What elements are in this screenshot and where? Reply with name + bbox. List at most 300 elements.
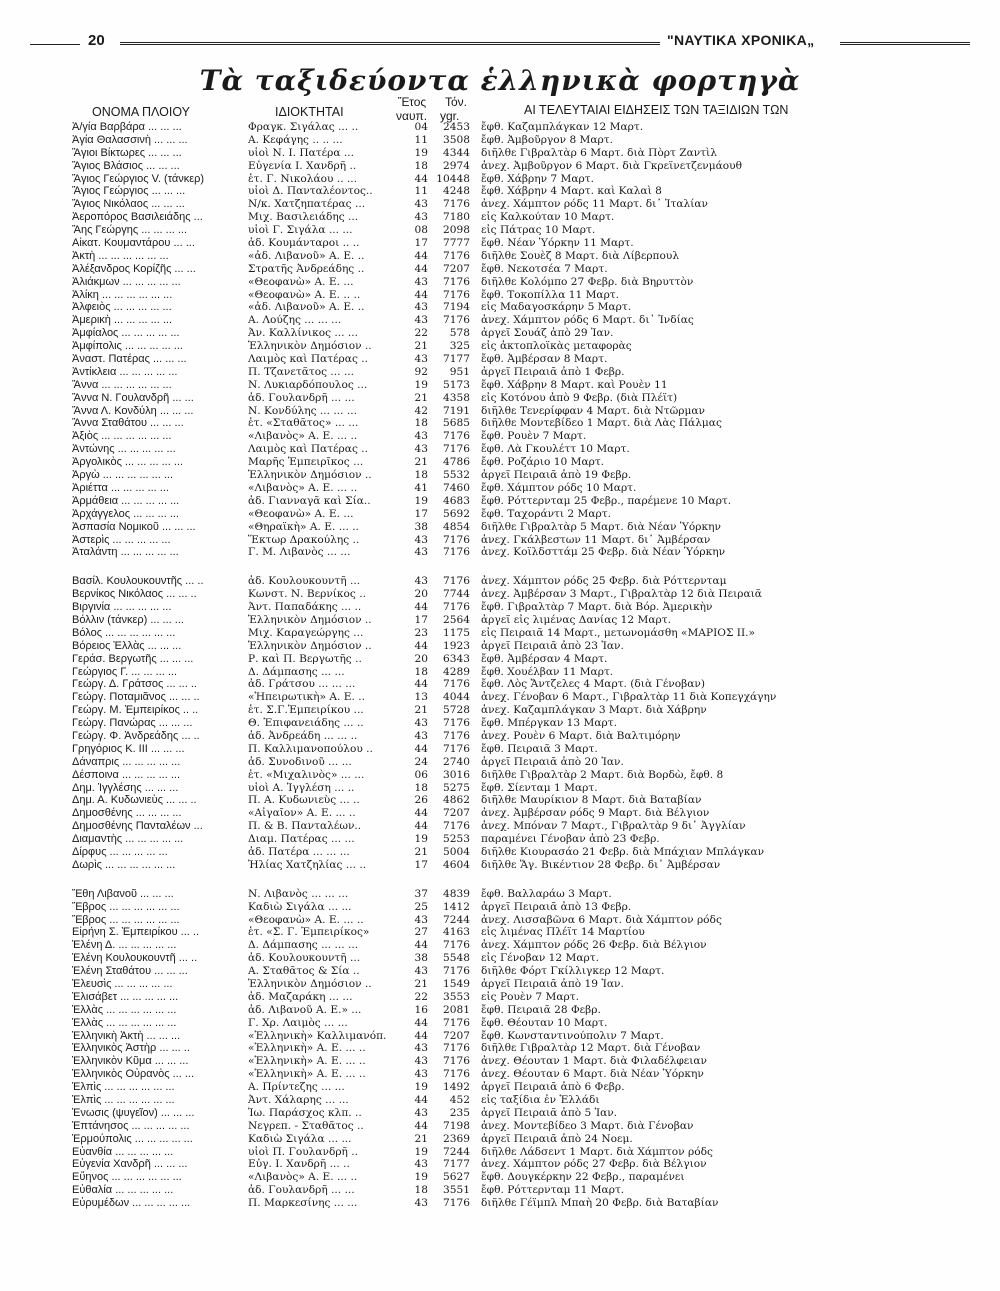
build-year: 43: [414, 314, 428, 327]
ship-row: [0, 1197, 1000, 1210]
ship-name: Ἀκτὴ ... ... ... ... ... ...: [72, 249, 169, 262]
voyage-news: ἀνεχ. Ἀμβοῦργον 6 Μαρτ. διὰ Γκρεϊνετζενμάουθ: [481, 159, 742, 172]
voyage-news: ἔφθ. Μπέργκαν 13 Μαρτ.: [481, 717, 617, 730]
ship-row: [0, 276, 1000, 289]
ship-owner: Π. Καλλιμανοπούλου ..: [248, 742, 373, 755]
voyage-news: ἀνεχ. Λισσαβῶνα 6 Μαρτ. διὰ Χάμπτον ρόδς: [481, 913, 722, 926]
ship-row: [0, 782, 1000, 795]
tonnage: 235: [449, 1106, 470, 1119]
ship-row: [0, 601, 1000, 614]
ship-row: [0, 1055, 1000, 1068]
ship-group: [0, 575, 1000, 871]
ship-name: Ἑλληνικὴ Ἀκτὴ ... ... ...: [72, 1029, 181, 1042]
voyage-news: ἀνεχ. Θέουταν 6 Μαρτ. διὰ Νέαν Ὑόρκην: [481, 1068, 704, 1081]
ship-row: [0, 224, 1000, 237]
ship-name: Ἐλευσὶς ... ... ... ... ...: [72, 978, 173, 990]
tonnage: 4289: [443, 665, 470, 678]
ship-row: [0, 833, 1000, 846]
build-year: 92: [414, 365, 428, 378]
ship-row: [0, 250, 1000, 263]
ship-row: [0, 926, 1000, 939]
ship-name: Ἀντίκλεια ... ... ... ... ...: [72, 365, 178, 378]
ship-row: [0, 717, 1000, 730]
voyage-news: ἀνεχ. Μπόναν 7 Μαρτ., Γιβραλτὰρ 9 δι᾽ Ἀγγλίαν: [481, 820, 746, 833]
ship-row: [0, 211, 1000, 224]
voyage-news: ἀνεχ. Ἀμβέρσαν 3 Μαρτ., Γιβραλτὰρ 12 διὰ Πειραιᾶ: [481, 588, 762, 601]
ship-name: Ἑλληνικὸν Κῦμα ... ... ...: [72, 1055, 189, 1068]
ship-owner: ἑτ. Γ. Νικολάου .. ...: [248, 172, 358, 185]
ship-name: Ἔβρος ... ... ... ... ... ...: [72, 900, 180, 913]
voyage-news: ἔφθ. Ρουὲν 7 Μαρτ.: [481, 430, 587, 443]
ship-name: Ἐπτάνησος ... ... ... ... ...: [72, 1119, 190, 1132]
tonnage: 7176: [443, 729, 470, 742]
build-year: 21: [414, 340, 428, 353]
build-year: 17: [414, 858, 428, 871]
ship-owner: Θ. Ἐπιφανειάδης ... ..: [248, 717, 364, 730]
ship-name: Ἀμφίπολις ... ... ... ... ...: [72, 340, 183, 353]
build-year: 43: [414, 275, 428, 288]
ship-name: Ἄννα Λ. Κονδύλη ... ... ...: [72, 404, 194, 417]
ship-owner: Λαιμὸς καὶ Πατέρας ..: [248, 353, 368, 366]
ship-row: [0, 379, 1000, 392]
ship-name: Ἑλλὰς ... ... ... ... ... ...: [72, 1016, 177, 1029]
build-year: 43: [414, 575, 428, 588]
voyage-news: διῆλθε Γέϊμπλ Μπαὴ 20 Φεβρ. διὰ Βαταβίαν: [481, 1197, 719, 1210]
tonnage: 4358: [443, 391, 470, 404]
ship-name: Ἑρμούπολις ... ... ... ... ...: [72, 1132, 193, 1145]
ship-owner: ἀδ. Συνοδινοῦ ... ...: [248, 755, 352, 768]
ship-row: [0, 1030, 1000, 1043]
ship-name: Εἰρήνη Σ. Ἐμπειρίκου ... ..: [72, 926, 200, 939]
tonnage: 7176: [443, 533, 470, 546]
voyage-news: ἔφθ. Χάβρην 7 Μαρτ.: [481, 172, 594, 185]
ship-owner: Α. Πρίντεζης ... ...: [248, 1081, 345, 1094]
ship-owner: «Θεοφανὼ» Α. Ε. .. ..: [248, 288, 361, 301]
column-header-owner: ΙΔΙΟΚΤΗΤΑΙ: [275, 105, 344, 119]
ship-owner: υἱοὶ Ν. Ι. Πατέρα ...: [248, 146, 355, 159]
build-year: 19: [414, 494, 428, 507]
ship-group: [0, 121, 1000, 559]
tonnage: 5548: [443, 952, 470, 965]
tonnage: 1412: [443, 900, 470, 913]
tonnage: 7177: [443, 1158, 470, 1171]
tonnage: 7176: [443, 443, 470, 456]
voyage-news: ἀργεῖ Πειραιᾶ ἀπὸ 19 Ἰαν.: [481, 978, 624, 990]
ship-owner: Α. Κεφάγης .. .. ...: [248, 133, 343, 146]
ship-name: Ἑλληνικὸς Ἀστὴρ ... ... ..: [72, 1042, 190, 1055]
ship-owner: «Θεοφανὼ» Α. Ε. ...: [248, 275, 354, 288]
voyage-news: ἔφθ. Χάβρην 4 Μαρτ. καὶ Καλαὶ 8: [481, 185, 662, 198]
ship-owner: Ν. Κονδύλης ... ... ...: [248, 404, 357, 417]
voyage-news: εἰς λιμένας Πλέϊτ 14 Μαρτίου: [481, 926, 645, 939]
ship-row: [0, 1107, 1000, 1120]
tonnage: 7176: [443, 1055, 470, 1068]
tonnage: 1923: [443, 639, 470, 652]
ship-row: [0, 495, 1000, 508]
ship-owner: υἱοὶ Α. Ἰγγλέση ... ..: [248, 781, 355, 794]
ship-owner: Π. & Β. Πανταλέων..: [248, 820, 362, 833]
build-year: 19: [414, 1145, 428, 1158]
tonnage: 7207: [443, 1029, 470, 1042]
ship-name: Ἅγιοι Βίκτωρες ... ... ...: [72, 146, 182, 159]
ship-owner: υἱοὶ Δ. Πανταλέοντος..: [248, 185, 373, 198]
voyage-news: ἀργεῖ Σουάζ ἀπὸ 29 Ἰαν.: [481, 327, 614, 340]
tonnage: 7176: [443, 965, 470, 978]
ship-row: [0, 392, 1000, 405]
voyage-news: διῆλθε Λάδσεντ 1 Μαρτ. διὰ Χάμπτον ρόδς: [481, 1145, 713, 1158]
ship-owner: Α. Λούζης ... ... ...: [248, 314, 342, 327]
build-year: 43: [414, 1197, 428, 1210]
ship-row: [0, 185, 1000, 198]
ship-row: [0, 991, 1000, 1004]
voyage-news: εἰς Πάτρας 10 Μαρτ.: [481, 224, 596, 237]
ship-owner: «Ἠπειρωτικὴ» Α. Ε. ..: [248, 691, 365, 704]
voyage-news: παραμένει Γένοβαν ἀπὸ 23 Φεβρ.: [481, 833, 660, 846]
voyage-news: διῆλθε Κολόμπο 27 Φεβρ. διὰ Βηρυττὸν: [481, 275, 694, 288]
ship-owner: ἀδ. Κουμάνταροι .. ..: [248, 237, 360, 250]
tonnage: 7207: [443, 807, 470, 820]
ship-name: Ἀργὼ ... ... ... ... ... ...: [72, 469, 174, 482]
build-year: 08: [414, 224, 428, 237]
tonnage: 5173: [443, 378, 470, 391]
build-year: 23: [414, 626, 428, 639]
ship-row: [0, 327, 1000, 340]
ship-row: [0, 1017, 1000, 1030]
ship-row: [0, 134, 1000, 147]
voyage-news: ἔφθ. Τοκοπίλλα 11 Μαρτ.: [481, 288, 620, 301]
ship-owner: «Θεοφανὼ» Α. Ε. ...: [248, 507, 354, 520]
tonnage: 7176: [443, 575, 470, 588]
tonnage: 5627: [443, 1171, 470, 1184]
voyage-news: ἀνεχ. Χάμπτον ρόδς 26 Φεβρ. διὰ Βέλγιον: [481, 939, 707, 952]
ship-name: Γεώργ. Πανώρας ... ... ...: [72, 717, 193, 730]
voyage-news: ἀργεῖ εἰς λιμένας Δανίας 12 Μαρτ.: [481, 613, 671, 626]
tonnage: 4683: [443, 494, 470, 507]
tonnage: 7176: [443, 601, 470, 614]
build-year: 44: [414, 1119, 428, 1132]
tonnage: 7198: [443, 1119, 470, 1132]
build-year: 44: [414, 639, 428, 652]
build-year: 43: [414, 443, 428, 456]
ship-owner: υἱοὶ Π. Γουλανδρῆ ..: [248, 1145, 358, 1158]
build-year: 43: [414, 717, 428, 730]
voyage-news: ἀνεχ. Χάμπτον ρόδς 6 Μαρτ. δι᾽ Ἰνδίας: [481, 314, 694, 327]
ship-row: [0, 1120, 1000, 1133]
voyage-news: ἀνεχ. Χάμπτον ρόδς 27 Φεβρ. διὰ Βέλγιον: [481, 1158, 707, 1171]
ship-owner: Ἀντ. Παπαδάκης ... ..: [248, 601, 362, 614]
build-year: 44: [414, 249, 428, 262]
voyage-news: ἀνεχ. Θέουταν 1 Μαρτ. διὰ Φιλαδέλφειαν: [481, 1055, 707, 1068]
tonnage: 951: [449, 365, 470, 378]
voyage-news: ἔφθ. Πειραιᾶ 28 Φεβρ.: [481, 1003, 601, 1016]
tonnage: 7180: [443, 211, 470, 224]
ship-owner: Ν. Λιβανὸς ... ... ...: [248, 887, 349, 900]
build-year: 19: [414, 833, 428, 846]
ship-name: Ἀμερικὴ ... ... ... ... ...: [72, 314, 173, 327]
ship-owner: Ἕκτωρ Δρακούλης ..: [248, 533, 360, 546]
ship-row: [0, 730, 1000, 743]
ship-owner: «Θηραϊκὴ» Α. Ε. ... ..: [248, 520, 359, 533]
ship-row: [0, 859, 1000, 872]
voyage-news: ἀργεῖ Πειραιᾶ ἀπὸ 5 Ἰαν.: [481, 1106, 618, 1119]
build-year: 22: [414, 327, 428, 340]
build-year: 43: [414, 913, 428, 926]
build-year: 37: [414, 887, 428, 900]
ship-name: Γρηγόριος Κ. ΙΙΙ ... ... ...: [72, 742, 185, 755]
ship-owner: Μιχ. Βασιλειάδης ...: [248, 211, 359, 224]
ship-row: [0, 588, 1000, 601]
ship-name: Ἑλλὰς ... ... ... ... ... ...: [72, 1003, 177, 1016]
ship-owner: Στρατῆς Ἀνδρεάδης ..: [248, 262, 365, 275]
tonnage: 5685: [443, 417, 470, 430]
ship-owner: ἀδ. Γράτσου ... ... ...: [248, 678, 356, 691]
ship-row: [0, 678, 1000, 691]
tonnage: 3016: [443, 768, 470, 781]
tonnage: 4248: [443, 185, 470, 198]
tonnage: 3551: [443, 1184, 470, 1197]
ship-name: Ἐλισάβετ ... ... ... ... ...: [72, 990, 179, 1003]
column-header-tons-line2: ygr.: [440, 109, 460, 123]
ship-owner: «Ἑλληνικὴ» Α. Ε. ... ..: [248, 1042, 366, 1055]
ship-owner: Ἀντ. Χάλαρης ... ...: [248, 1094, 349, 1107]
tonnage: 7194: [443, 301, 470, 314]
ship-name: Ἀλιάκμων ... ... ... ... ...: [72, 275, 181, 288]
ship-row: [0, 1081, 1000, 1094]
voyage-news: εἰς Κοτόνου ἀπὸ 9 Φεβρ. (διὰ Πλέϊτ): [481, 391, 678, 404]
ship-owner: ἀδ. Γουλανδρῆ ... ...: [248, 1184, 355, 1197]
ship-name: Ἀταλάντη ... ... ... ... ...: [72, 546, 179, 559]
ship-owner: «ἀδ. Λιβανοῦ» Α. Ε. ..: [248, 249, 365, 262]
build-year: 41: [414, 481, 428, 494]
ship-name: Δίρφυς ... ... ... ... ...: [72, 845, 168, 858]
build-year: 44: [414, 678, 428, 691]
ship-row: [0, 952, 1000, 965]
voyage-news: εἰς ἀκτοπλοϊκὰς μεταφορὰς: [481, 340, 632, 353]
column-header-year-line1: Ἔτος: [398, 95, 427, 109]
ship-owner: ἀδ. Μαζαράκη ... ...: [248, 990, 353, 1003]
ship-row: [0, 794, 1000, 807]
ship-name: Ἁ/γία Βαρβάρα ... ... ...: [72, 121, 182, 133]
ship-row: [0, 1042, 1000, 1055]
ship-name: Γεώργ. Μ. Ἐμπειρίκος .. ..: [72, 704, 199, 717]
build-year: 16: [414, 1003, 428, 1016]
voyage-news: διῆλθε Γιβραλτὰρ 5 Μαρτ. διὰ Νέαν Ὑόρκην: [481, 520, 721, 533]
ship-name: Εὐανθία ... ... ... ... ...: [72, 1145, 174, 1158]
build-year: 44: [414, 1094, 428, 1107]
ship-name: Ἁρμάθεια ... ... ... ... ...: [72, 494, 180, 507]
ship-row: [0, 482, 1000, 495]
ship-row: [0, 743, 1000, 756]
ship-name: Βόλλιν (τάνκερ) ... ... ...: [72, 613, 184, 626]
ship-name: Εὐγενία Χανδρῆ ... ... ...: [72, 1158, 188, 1171]
tonnage: 7176: [443, 1197, 470, 1210]
ship-row: [0, 301, 1000, 314]
build-year: 43: [414, 965, 428, 978]
ship-name: Ἔθη Λιβανοῦ ... ... ...: [72, 887, 174, 900]
voyage-news: ἔφθ. Δουγκέρκην 22 Φεβρ., παραμένει: [481, 1171, 685, 1184]
ship-name: Ἐλπὶς ... ... ... ... ... ...: [72, 1081, 175, 1094]
voyage-news: ἔφθ. Καζαμπλάγκαν 12 Μαρτ.: [481, 121, 644, 133]
ship-name: Ἀστερὶς ... ... ... ... ...: [72, 533, 171, 546]
voyage-news: διῆλθε Γιβραλτὰρ 2 Μαρτ. διὰ Βορδὼ, ἔφθ. 8: [481, 768, 724, 781]
build-year: 25: [414, 900, 428, 913]
build-year: 18: [414, 781, 428, 794]
ship-row: [0, 888, 1000, 901]
voyage-news: εἰς Πειραιᾶ 14 Μαρτ., μετωνομάσθη «ΜΑΡΙΟΣ ΙΙ.»: [481, 626, 756, 639]
build-year: 42: [414, 404, 428, 417]
ship-name: Βόλος ... ... ... ... ... ...: [72, 626, 176, 639]
build-year: 24: [414, 755, 428, 768]
build-year: 38: [414, 520, 428, 533]
ship-name: Ἀλφειὸς ... ... ... ... ...: [72, 301, 172, 314]
build-year: 21: [414, 845, 428, 858]
tonnage: 5532: [443, 469, 470, 482]
ship-owner: «Ἑλληνικὴ» Α. Ε. ... ..: [248, 1055, 366, 1068]
build-year: 38: [414, 952, 428, 965]
build-year: 43: [414, 729, 428, 742]
ship-owner: Καδιὼ Σιγάλα ... ...: [248, 1132, 352, 1145]
ship-row: [0, 614, 1000, 627]
ship-owner: Ἑλληνικὸν Δημόσιον ..: [248, 469, 372, 482]
voyage-news: ἀνεχ. Ρουὲν 6 Μαρτ. διὰ Βαλτιμόρην: [481, 729, 681, 742]
ship-row: [0, 653, 1000, 666]
header-rule-left: [30, 44, 80, 45]
tonnage: 7176: [443, 742, 470, 755]
build-year: 21: [414, 1132, 428, 1145]
build-year: 27: [414, 926, 428, 939]
voyage-news: ἔφθ. Ρόττερνταμ 25 Φεβρ., παρέμενε 10 Μαρτ.: [481, 494, 732, 507]
voyage-news: εἰς ταξίδια ἐν Ἑλλάδι: [481, 1094, 600, 1107]
tonnage: 4344: [443, 146, 470, 159]
build-year: 21: [414, 391, 428, 404]
ship-name: Ἀξιὸς ... ... ... ... ... ...: [72, 430, 172, 443]
voyage-news: διῆλθε Ἅγ. Βικέντιον 28 Φεβρ. δι᾽ Ἀμβέρσαν: [481, 858, 721, 871]
tonnage: 7191: [443, 404, 470, 417]
ship-name: Ἄννα Ν. Γουλανδρῆ ... ...: [72, 391, 194, 404]
tonnage: 7244: [443, 1145, 470, 1158]
ship-owner: Ἰω. Παράσχος κλπ. ..: [248, 1106, 362, 1119]
ship-owner: Δ. Δάμπασης ... ... ...: [248, 939, 359, 952]
ship-name: Ἅγιος Βλάσιος ... ... ...: [72, 159, 180, 172]
ship-name: Ἄννα Σταθάτου ... ... ...: [72, 417, 184, 430]
ship-name: Ἀντώνης ... ... ... ... ...: [72, 443, 176, 456]
tonnage: 7176: [443, 314, 470, 327]
ship-row: [0, 1068, 1000, 1081]
build-year: 13: [414, 691, 428, 704]
ship-name: Ἀεροπόρος Βασιλειάδης ...: [72, 211, 203, 224]
ship-row: [0, 508, 1000, 521]
tonnage: 7176: [443, 249, 470, 262]
tonnage: 2740: [443, 755, 470, 768]
ship-name: Ἑλληνικὸς Οὐρανὸς ... ...: [72, 1068, 195, 1081]
build-year: 43: [414, 430, 428, 443]
build-year: 43: [414, 533, 428, 546]
build-year: 17: [414, 613, 428, 626]
ship-owner: ἀδ. Γιανναγᾶ καὶ Σία..: [248, 494, 371, 507]
ship-name: Βασίλ. Κουλουκουντῆς ... ..: [72, 575, 204, 588]
voyage-news: ἔφθ. Νεκοτσέα 7 Μαρτ.: [481, 262, 608, 275]
ship-name: Βιργινία ... ... ... ... ...: [72, 601, 172, 614]
voyage-news: ἔφθ. Σίενταμ 1 Μαρτ.: [481, 781, 598, 794]
ship-owner: ἀδ. Πατέρα ... ... ...: [248, 845, 350, 858]
build-year: 43: [414, 211, 428, 224]
ship-name: Ἀριέττα ... ... ... ... ...: [72, 481, 169, 494]
ship-name: Ἅγιος Γεώργιος V. (τάνκερ): [72, 172, 205, 185]
ship-row: [0, 366, 1000, 379]
ship-owner: Ἑλληνικὸν Δημόσιον ..: [248, 639, 372, 652]
voyage-news: ἔφθ. Λὰ Γκουλέττ 10 Μαρτ.: [481, 443, 630, 456]
ship-name: Ἐλπὶς ... ... ... ... ... ...: [72, 1094, 175, 1107]
tonnage: 4862: [443, 794, 470, 807]
ship-owner: Λαιμὸς καὶ Πατέρας ..: [248, 443, 368, 456]
page-title: Τὰ ταξιδεύοντα ἑλληνικὰ φορτηγὰ: [199, 64, 801, 97]
build-year: 44: [414, 262, 428, 275]
tonnage: 7176: [443, 430, 470, 443]
ship-owner: ἑτ. «Σταθᾶτος» ... ...: [248, 417, 359, 430]
build-year: 43: [414, 1106, 428, 1119]
voyage-news: ἀργεῖ Πειραιᾶ ἀπὸ 13 Φεβρ.: [481, 900, 632, 913]
tonnage: 3508: [443, 133, 470, 146]
tonnage: 1175: [443, 626, 470, 639]
ship-name: Ἀλίκη ... ... ... ... ... ...: [72, 288, 173, 301]
tonnage: 7176: [443, 1042, 470, 1055]
tonnage: 7176: [443, 820, 470, 833]
tonnage: 10448: [436, 172, 470, 185]
voyage-news: ἀνεχ. Γένοβαν 6 Μαρτ., Γιβραλτὰρ 11 διὰ Κοπεγχάγην: [481, 691, 777, 704]
ship-owner: Γ. Χρ. Λαιμὸς ... ...: [248, 1016, 348, 1029]
build-year: 43: [414, 1158, 428, 1171]
ship-name: Ἀργολικὸς ... ... ... ... ...: [72, 456, 183, 469]
tonnage: 7176: [443, 678, 470, 691]
ship-owner: Ἑλληνικὸν Δημόσιον ..: [248, 978, 372, 990]
tonnage: 7176: [443, 198, 470, 211]
ship-owner: «Ἑλληνικὴ» Καλλιμανόπ.: [248, 1029, 387, 1042]
tonnage: 4854: [443, 520, 470, 533]
ship-name: Εὐθαλία ... ... ... ... ...: [72, 1184, 174, 1197]
build-year: 43: [414, 1055, 428, 1068]
tonnage: 452: [449, 1094, 470, 1107]
ship-owner: Κωνστ. Ν. Βερνίκος ..: [248, 588, 366, 601]
tonnage: 2098: [443, 224, 470, 237]
voyage-news: εἰς Μαδαγοσκάρην 5 Μαρτ.: [481, 301, 632, 314]
ship-owner: υἱοὶ Γ. Σιγάλα ... ...: [248, 224, 353, 237]
ship-owner: «Θεοφανὼ» Α. Ε. ... ..: [248, 913, 364, 926]
tonnage: 7177: [443, 353, 470, 366]
ship-row: [0, 417, 1000, 430]
ship-row: [0, 666, 1000, 679]
ship-row: [0, 914, 1000, 927]
tonnage: 7777: [443, 237, 470, 250]
build-year: 20: [414, 588, 428, 601]
build-year: 44: [414, 1029, 428, 1042]
ship-name: Δημ. Α. Κυδωνιεὺς ... ... ..: [72, 794, 197, 807]
ship-name: Γεράσ. Βεργωτῆς ... ... ...: [72, 652, 194, 665]
column-header-ship: ΟΝΟΜΑ ΠΛΟΙΟΥ: [92, 105, 190, 119]
ship-owner: Ἑλληνικὸν Δημόσιον ..: [248, 613, 372, 626]
tonnage: 4604: [443, 858, 470, 871]
build-year: 44: [414, 939, 428, 952]
tonnage: 6343: [443, 652, 470, 665]
ship-name: Ἅγιος Γεώργιος ... ... ...: [72, 185, 186, 198]
ship-row: [0, 1094, 1000, 1107]
ship-name: Αἰκατ. Κουμαντάρου ... ...: [72, 237, 195, 250]
voyage-news: ἀργεῖ Πειραιᾶ ἀπὸ 6 Φεβρ.: [481, 1081, 625, 1094]
ship-name: Ἑνωσις (ψυγεῖον) ... ... ...: [72, 1106, 195, 1119]
build-year: 44: [414, 742, 428, 755]
voyage-news: διῆλθε Μοντεβίδεο 1 Μαρτ. διὰ Λὰς Πάλμας: [481, 417, 722, 430]
ship-owner: Φραγκ. Σιγάλας ... ..: [248, 121, 359, 133]
ship-owner: «ἀδ. Λιβανοῦ» Α. Ε. ..: [248, 301, 365, 314]
